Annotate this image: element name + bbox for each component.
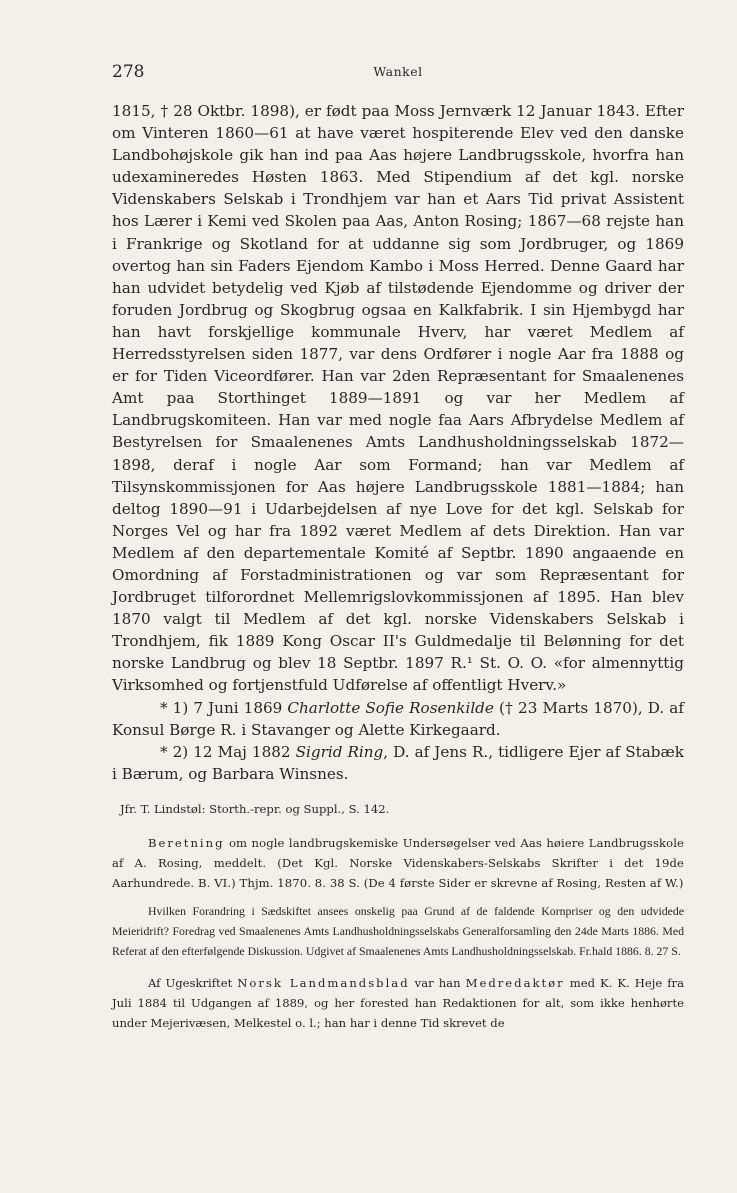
ugeskrift-title: Norsk Landmandsblad: [237, 975, 410, 990]
biography-text: [112, 100, 684, 785]
beretning-rest: om nogle landbrugskemiske Undersøgelser ved Aas høiere Landbrugsskole af A. Rosing, meddelt. (Det Kgl. Norske Videnskabers-Selskabs Skrifter i det 19de Aarhundrede. B. VI.) Thjm. 1870. 8. 38 S. (De 4 første Sider er skrevne af Rosing, Resten af W.): [112, 835, 684, 890]
bibliography-beretning: [112, 833, 684, 893]
marriage-1-pre: * 1) 7 Juni 1869: [160, 698, 288, 717]
marriage-1-post: († 23 Marts 1870), D. af Konsul Børge R. i Stavanger og Alette Kirkegaard.: [112, 698, 684, 739]
reference-jfr: Jfr. T. Lindstøl: Storth.-repr. og Suppl., S. 142.: [120, 801, 390, 816]
ugeskrift-post: med K. K. Heje fra Juli 1884 til Udgangen af 1889, og her forested han Redaktionen for alt, som ikke henhørte under Mejerivæsen, Melkestel o. l.; han har i denne Tid skrevet de: [112, 975, 684, 1030]
running-head: Wankel: [373, 64, 423, 79]
marriage-2-pre: * 2) 12 Maj 1882: [160, 742, 296, 761]
bibliography-ugeskrift: [112, 973, 684, 1033]
ugeskrift-role: Medredaktør: [465, 975, 565, 990]
bibliography-fraktur-title: Hvilken Forandring i Sædskiftet ansees onskelig paa Grund af de faldende Kornpriser og den udvidede Meieridrift? Foredrag ved Smaalenenes Amts Landhusholdningsselskabs Generalforsamling den 24de Marts 1886. Med Referat af den efterfølgende Diskussion. Udgivet af Smaalenenes Amts Landhusholdningsselskab. Fr.hald 1886. 8. 27 S.: [112, 903, 684, 958]
marriage-2-spouse: Sigrid Ring: [295, 742, 384, 761]
page-number: 278: [112, 62, 145, 82]
ugeskrift-mid: var han: [409, 975, 466, 990]
marriage-1-spouse: Charlotte Sofie Rosenkilde: [287, 698, 494, 717]
ugeskrift-pre: Af Ugeskriftet: [148, 975, 238, 990]
marriage-2: [112, 741, 684, 785]
page-header: [112, 62, 684, 84]
beretning-title: Beretning: [148, 835, 225, 850]
marriage-2-post: , D. af Jens R., tidligere Ejer af Stabæk i Bærum, og Barbara Winsnes.: [112, 742, 684, 783]
marriage-1: [112, 697, 684, 741]
page-body: [112, 100, 684, 1033]
biography-paragraph: 1815, † 28 Oktbr. 1898), er født paa Moss Jernværk 12 Januar 1843. Efter om Vinteren 1860—61 at have været hospiterende Elev ved den danske Landbohøjskole gik han ind paa Aas højere Landbrugsskole, hvorfra han udexamineredes Høsten 1863. Med Stipendium af det kgl. norske Videnskabers Selskab i Trondhjem var han et Aars Tid privat Assistent hos Lærer i Kemi ved Skolen paa Aas, Anton Rosing; 1867—68 rejste han i Frankrige og Skotland for at uddanne sig som Jordbruger, og 1869 overtog han sin Faders Ejendom Kambo i Moss Herred. Denne Gaard har han udvidet betydelig ved Kjøb af tilstødende Ejendomme og driver der foruden Jordbrug og Skogbrug ogsaa en Kalkfabrik. I sin Hjembygd har han havt forskjellige kommunale Hverv, har været Medlem af Herredsstyrelsen siden 1877, var dens Ordfører i nogle Aar fra 1888 og er for Tiden Viceordfører. Han var 2den Repræsentant for Smaalenenes Amt paa Storthinget 1889—1891 og var her Medlem af Landbrugskomiteen. Han var med nogle faa Aars Afbrydelse Medlem af Bestyrelsen for Smaalenenes Amts Landhusholdningsselskab 1872—1898, deraf i nogle Aar som Formand; han var Medlem af Tilsynskommissjonen for Aas højere Landbrugsskole 1881—1884; han deltog 1890—91 i Udarbejdelsen af nye Love for det kgl. Selskab for Norges Vel og har fra 1892 været Medlem af dets Direktion. Han var Medlem af den departementale Komité af Septbr. 1890 angaaende en Omordning af Forstadministrationen og var som Repræsentant for Jordbruget tilforordnet Mellemrigslovkommissjonen af 1895. Han blev 1870 valgt til Medlem af det kgl. norske Videnskabers Selskab i Trondhjem, fik 1889 Kong Oscar II's Guldmedalje til Belønning for det norske Landbrug og blev 18 Septbr. 1897 R.¹ St. O. O. «for almennyttig Virksomhed og fortjenstfuld Udførelse af offentligt Hverv.»: [112, 102, 684, 695]
